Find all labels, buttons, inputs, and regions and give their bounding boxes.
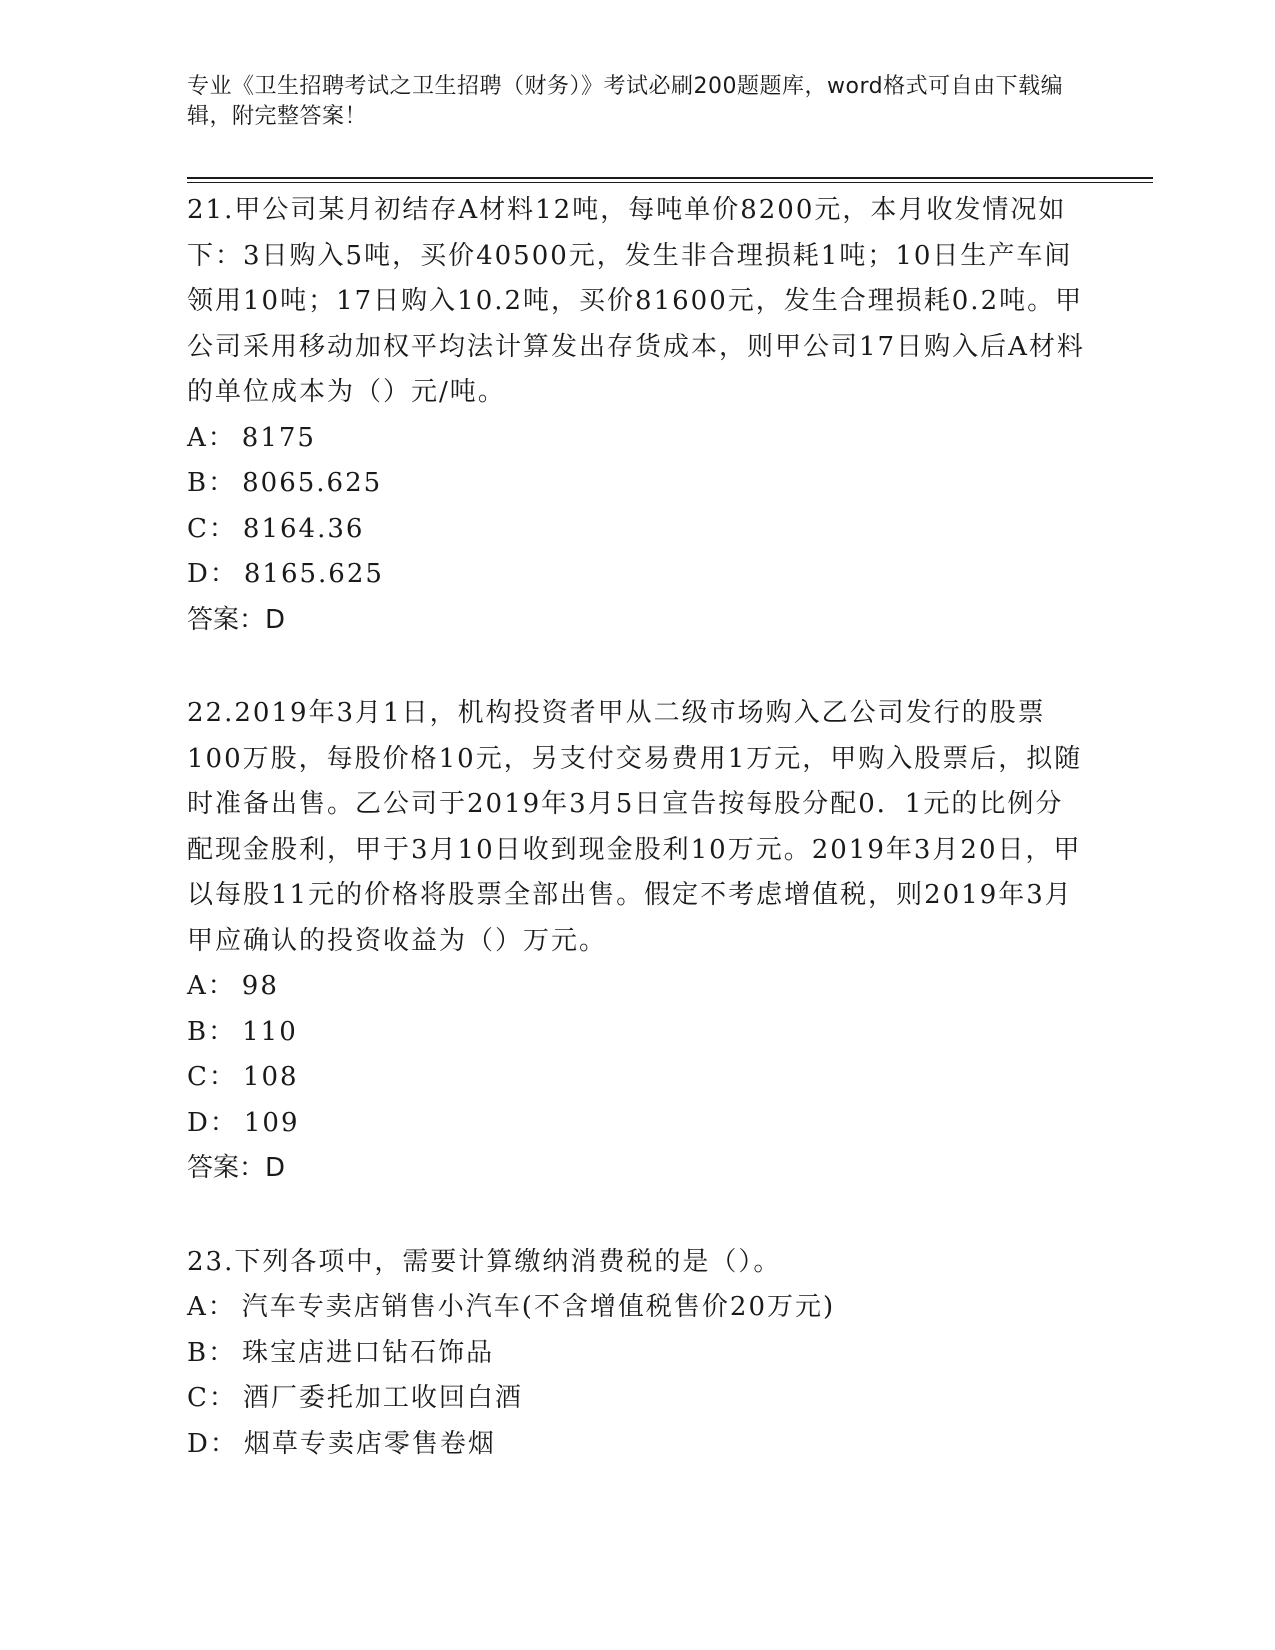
question-22 [187, 691, 1087, 1192]
option-text: 汽车专卖店销售小汽车(不含增值税售价20万元) [241, 1292, 836, 1322]
option-a [187, 1285, 1087, 1331]
option-text: 8065.625 [242, 468, 383, 498]
option-label: B： [187, 468, 237, 498]
option-text: 烟草专卖店零售卷烟 [243, 1428, 496, 1459]
option-text: 109 [243, 1107, 300, 1138]
option-text: 酒厂委托加工收回白酒 [242, 1383, 523, 1413]
question-23 [187, 1240, 1087, 1468]
option-label: A： [187, 422, 236, 453]
option-a [187, 964, 1087, 1010]
answer-line: 答案：D [187, 1153, 286, 1183]
question-stem: 22.2019年3月1日，机构投资者甲从二级市场购入乙公司发行的股票100万股，每股价格10元，另支付交易费用1万元，甲购入股票后，拟随时准备出售。乙公司于2019年3月5日宣告按每股分配0．1元的比例分配现金股利，甲于3月10日收到现金股利10万元。2019年3月20日，甲以每股11元的价格将股票全部出售。假定不考虑增值税，则2019年3月甲应确认的投资收益为（）万元。 [187, 698, 1083, 956]
question-list [187, 188, 1087, 1467]
option-text: 8164.36 [242, 513, 365, 544]
option-b [187, 1010, 1087, 1056]
question-stem: 23.下列各项中，需要计算缴纳消费税的是（）。 [187, 1246, 782, 1277]
option-c [187, 507, 1087, 553]
option-label: A： [187, 971, 236, 1001]
option-d [187, 1101, 1087, 1147]
option-label: B： [187, 1337, 237, 1368]
question-stem: 21.甲公司某月初结存A材料12吨，每吨单价8200元，本月收发情况如下：3日购入5吨，买价40500元，发生非合理损耗1吨；10日生产车间领用10吨；17日购入10.2吨，买价81600元，发生合理损耗0.2吨。甲公司采用移动加权平均法计算发出存货成本，则甲公司17日购入后A材料的单位成本为（）元/吨。 [187, 195, 1085, 407]
option-text: 110 [242, 1016, 298, 1047]
question-21 [187, 188, 1087, 643]
option-b [187, 1331, 1087, 1377]
header-divider-thin [187, 182, 1153, 183]
option-c [187, 1376, 1087, 1422]
header-divider-thick [187, 177, 1153, 179]
option-b [187, 461, 1087, 507]
option-text: 108 [242, 1062, 299, 1092]
answer-line: 答案：D [187, 604, 286, 635]
option-c [187, 1055, 1087, 1101]
option-label: D： [187, 559, 238, 589]
option-label: D： [187, 1107, 238, 1138]
question-spacer [187, 1192, 1087, 1240]
option-text: 8175 [241, 422, 316, 453]
option-a [187, 416, 1087, 462]
option-label: B： [187, 1016, 237, 1047]
document-header: 专业《卫生招聘考试之卫生招聘（财务）》考试必刷200题题库，word格式可自由下载编辑，附完整答案！ [187, 74, 1064, 129]
option-label: D： [187, 1428, 238, 1459]
option-text: 珠宝店进口钻石饰品 [242, 1337, 495, 1368]
option-d [187, 552, 1087, 598]
option-d [187, 1422, 1087, 1468]
option-text: 8165.625 [243, 559, 384, 589]
question-spacer [187, 643, 1087, 691]
option-label: A： [187, 1292, 236, 1322]
option-text: 98 [241, 971, 279, 1001]
option-label: C： [187, 1062, 237, 1092]
option-label: C： [187, 513, 237, 544]
option-label: C： [187, 1383, 237, 1413]
